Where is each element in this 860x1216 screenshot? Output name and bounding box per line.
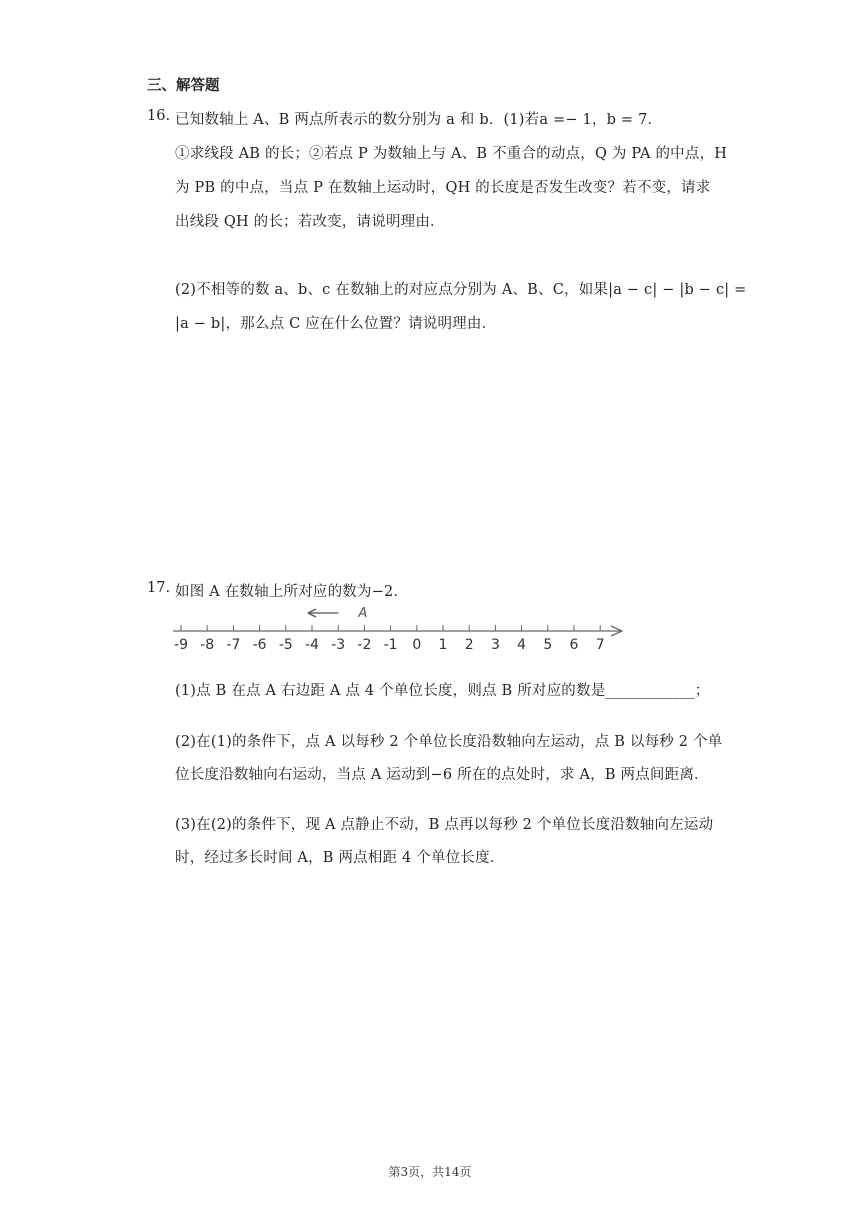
tick-label: -7	[226, 637, 241, 653]
section-title: 三、解答题	[147, 77, 220, 94]
tick-label: -9	[174, 637, 188, 653]
tick-label: -3	[331, 637, 346, 653]
q16-line-2: ①求线段 AB 的长；②若点 P 为数轴上与 A、B 不重合的动点，Q 为 PA 的中点，H	[175, 146, 728, 162]
question-16-number: 16.	[147, 108, 171, 124]
tick-label: 7	[595, 637, 605, 653]
q16-line-1: 已知数轴上 A、B 两点所表示的数分别为 a 和 b．(1)若a =− 1，b = 7．	[175, 112, 663, 128]
q16-line-5: (2)不相等的数 a、b、c 在数轴上的对应点分别为 A、B、C，如果|a − c| − |b − c| =	[175, 282, 747, 298]
q17-line-2: (1)点 B 在点 A 右边距 A 点 4 个单位长度，则点 B 所对应的数是____________；	[175, 683, 710, 699]
q16-line-3: 为 PB 的中点，当点 P 在数轴上运动时，QH 的长度是否发生改变？若不变，请求	[175, 180, 711, 196]
tick-label: 3	[490, 637, 500, 653]
q17-line-6: 时，经过多长时间 A，B 两点相距 4 个单位长度．	[175, 850, 505, 866]
q17-line-4: 位长度沿数轴向右运动，当点 A 运动到−6 所在的点处时，求 A，B 两点间距离．	[175, 767, 709, 783]
q16-line-4: 出线段 QH 的长；若改变，请说明理由．	[175, 214, 445, 230]
tick-label: 6	[569, 637, 579, 653]
tick-label: -2	[357, 637, 372, 653]
q17-line-1: 如图 A 在数轴上所对应的数为−2．	[175, 584, 409, 600]
tick-label: 4	[517, 637, 527, 653]
tick-label: 2	[464, 637, 474, 653]
tick-label: -1	[383, 637, 398, 653]
q17-line-5: (3)在(2)的条件下，现 A 点静止不动，B 点再以每秒 2 个单位长度沿数轴向左运动	[175, 817, 714, 833]
q16-line-6: |a − b|，那么点 C 应在什么位置？请说明理由．	[175, 316, 497, 332]
q17-line-3: (2)在(1)的条件下，点 A 以每秒 2 个单位长度沿数轴向左运动，点 B 以每秒 2 个单	[175, 734, 723, 750]
question-17-number: 17.	[147, 580, 171, 596]
tick-label: -4	[305, 637, 319, 653]
page-footer: 第3页，共14页	[388, 1165, 472, 1179]
tick-label: 0	[412, 637, 422, 653]
tick-label: -8	[200, 637, 215, 653]
tick-label: -6	[252, 637, 267, 653]
axis-line	[173, 626, 622, 636]
point-a-label: A	[358, 606, 368, 621]
number-line-figure	[165, 600, 635, 656]
tick-label: -5	[278, 637, 293, 653]
left-arrow-icon	[308, 609, 338, 617]
tick-label: 5	[543, 637, 553, 653]
tick-label: 1	[438, 637, 448, 653]
